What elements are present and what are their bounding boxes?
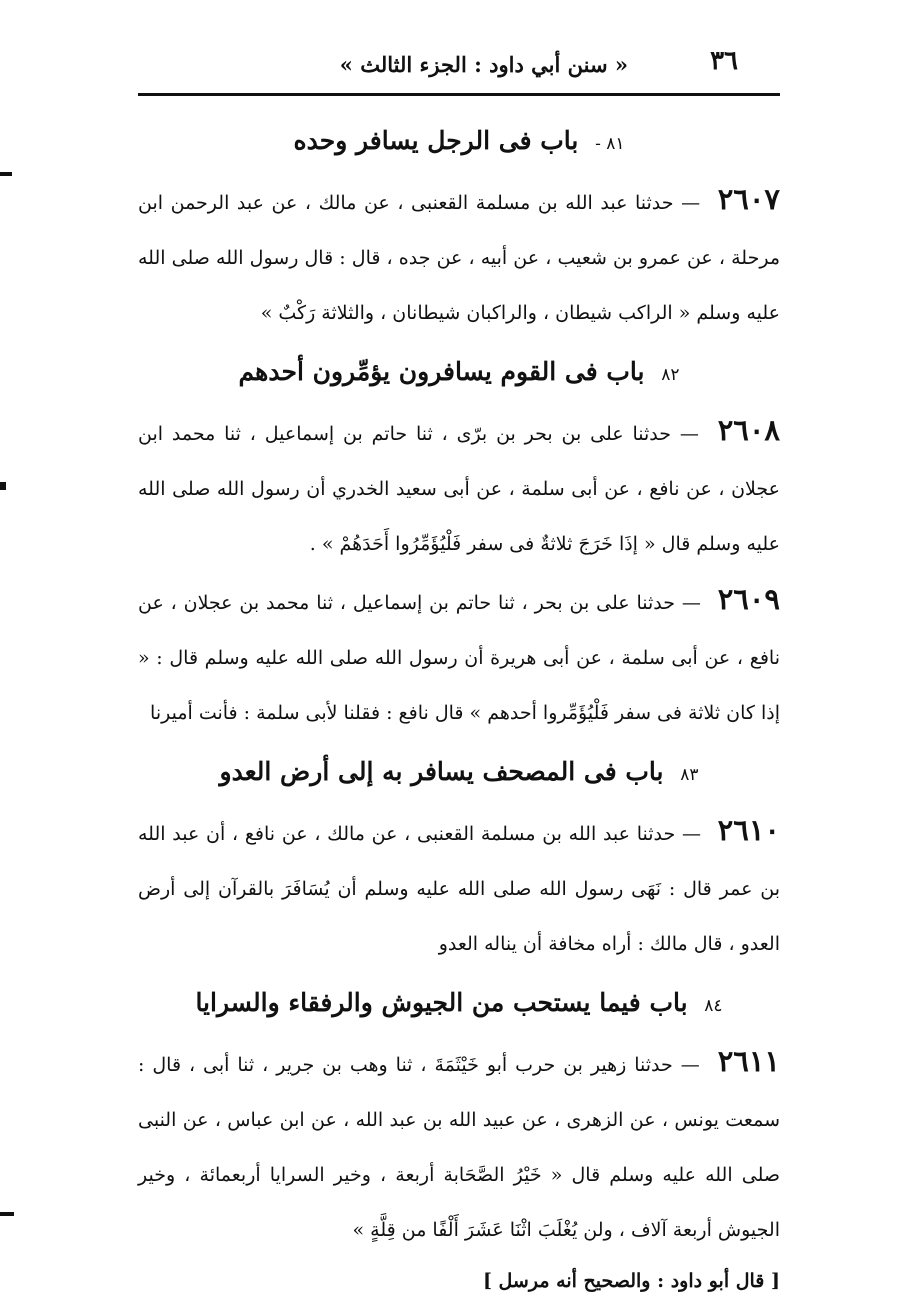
chapter-heading [138, 972, 780, 1034]
running-header [138, 40, 778, 90]
chapter-heading [138, 341, 780, 403]
hadith-text: — حدثنا عبد الله بن مسلمة القعنبى ، عن مالك ، عن عبد الرحمن ابن مرحلة ، عن عمرو بن شعيب ، عن أبيه ، عن جده ، قال : قال رسول الله صلى الله عليه وسلم « الراكب شيطان ، والراكبان شيطانان ، والثلاثة رَكْبٌ » [138, 192, 780, 324]
page-body [138, 110, 780, 1304]
scan-mark [0, 172, 12, 176]
header-rule [138, 93, 780, 96]
chapter-number: ٨٢ [661, 365, 680, 385]
chapter-number: ٨٤ [704, 996, 723, 1016]
scan-mark [0, 482, 6, 490]
running-title: « سنن أبي داود : الجزء الثالث » [339, 52, 628, 77]
hadith-number: ٢٦٠٨ [717, 413, 781, 447]
hadith-paragraph [138, 572, 780, 741]
page-number: ٣٦ [710, 46, 738, 76]
scan-mark [0, 1212, 14, 1216]
hadith-number: ٢٦١١ [717, 1044, 780, 1078]
hadith-text: — حدثنا زهير بن حرب أبو خَيْثَمَةَ ، ثنا وهب بن جرير ، ثنا أبى ، قال : سمعت يونس ، عن الزهرى ، عن عبيد الله بن عبد الله ، عن ابن عباس ، عن النبى صلى الله عليه وسلم قال « خَيْرُ الصَّحَابة أربعة ، وخير السرايا أربعمائة ، وخير الجيوش أربعة آلاف ، ولن يُغْلَبَ اثْنَا عَشَرَ أَلْفًا من قِلَّةٍ » [138, 1054, 780, 1241]
hadith-text: — حدثنا على بن بحر بن برّى ، ثنا حاتم بن إسماعيل ، ثنا محمد ابن عجلان ، عن نافع ، عن أبى سلمة ، عن أبى سعيد الخدري أن رسول الله صلى الله عليه وسلم قال « إذَا خَرَجَ ثلاثةٌ فى سفر فَلْيُؤَمِّرُوا أَحَدَهُمْ » . [138, 423, 780, 555]
hadith-paragraph [138, 403, 780, 572]
hadith-number: ٢٦٠٧ [717, 182, 780, 216]
chapter-title: باب فى الرجل يسافر وحده [293, 126, 579, 155]
editor-note: [ قال أبو داود : والصحيح أنه مرسل ] [482, 1270, 780, 1292]
chapter-heading [138, 110, 780, 172]
hadith-paragraph [138, 172, 780, 341]
chapter-title: باب فى المصحف يسافر به إلى أرض العدو [219, 757, 664, 786]
hadith-text: — حدثنا على بن بحر ، ثنا حاتم بن إسماعيل ، ثنا محمد بن عجلان ، عن نافع ، عن أبى سلمة ، عن أبى هريرة أن رسول الله صلى الله عليه وسلم قال : « إذا كان ثلاثة فى سفر فَلْيُؤَمِّروا أحدهم » قال نافع : فقلنا لأبى سلمة : فأنت أميرنا [138, 592, 780, 724]
hadith-paragraph [138, 1034, 780, 1258]
hadith-number: ٢٦١٠ [717, 813, 780, 847]
chapter-title: باب فيما يستحب من الجيوش والرفقاء والسرايا [195, 988, 688, 1017]
chapter-heading [138, 741, 780, 803]
chapter-number: ٨٣ [680, 765, 699, 785]
chapter-number: ٨١ - [595, 134, 625, 154]
hadith-number: ٢٦٠٩ [717, 582, 780, 616]
chapter-title: باب فى القوم يسافرون يؤمِّرون أحدهم [238, 357, 645, 386]
hadith-paragraph [138, 803, 780, 972]
hadith-text: — حدثنا عبد الله بن مسلمة القعنبى ، عن مالك ، عن نافع ، أن عبد الله بن عمر قال : نَهَى رسول الله صلى الله عليه وسلم أن يُسَافَرَ بالقرآن إلى أرض العدو ، قال مالك : أراه مخافة أن يناله العدو [138, 823, 780, 955]
